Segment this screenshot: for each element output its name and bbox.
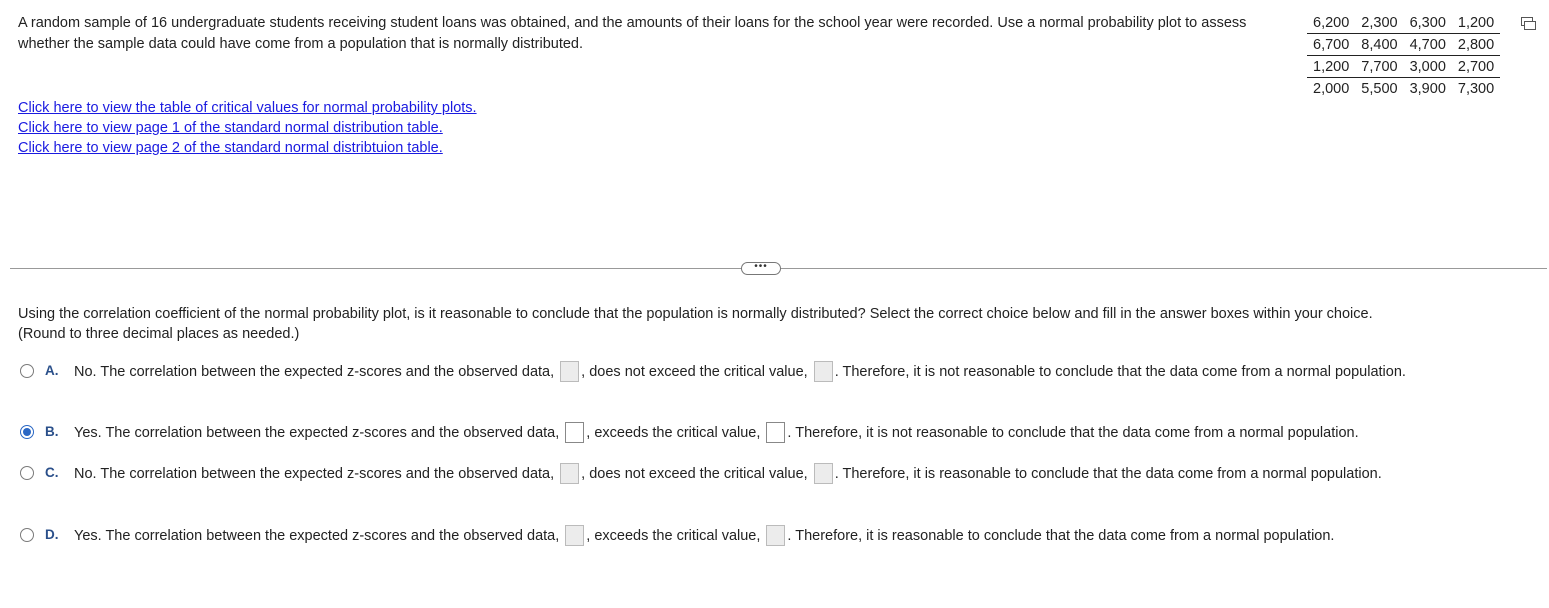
- table-cell: 2,300: [1361, 15, 1398, 31]
- choice-text: . Therefore, it is reasonable to conclude that the data come from a normal population.: [787, 528, 1335, 544]
- radio-button-d[interactable]: [20, 528, 34, 542]
- reference-links: [18, 98, 477, 158]
- question-prompt: [18, 304, 1543, 344]
- question-text: Using the correlation coefficient of the normal probability plot, is it reasonable to conclude that the population is normally distributed? Select the correct choice below and fill in the answer boxes within your choice.: [18, 306, 1373, 322]
- normal-table-page1-link[interactable]: Click here to view page 1 of the standard normal distribution table.: [18, 120, 443, 136]
- choice-letter: C.: [45, 465, 59, 480]
- choice-text: , exceeds the critical value,: [586, 425, 761, 441]
- radio-button-a[interactable]: [20, 364, 34, 378]
- table-row: [1307, 56, 1500, 78]
- critical-values-link[interactable]: Click here to view the table of critical values for normal probability plots.: [18, 100, 477, 116]
- choice-text: . Therefore, it is not reasonable to conclude that the data come from a normal population.: [834, 364, 1406, 380]
- expand-button[interactable]: •••: [741, 262, 781, 275]
- table-cell: 7,300: [1457, 81, 1495, 97]
- table-cell: 7,700: [1361, 59, 1398, 75]
- choice-c[interactable]: [20, 463, 1530, 486]
- table-cell: 3,900: [1409, 81, 1446, 97]
- choice-text: Yes. The correlation between the expected z-scores and the observed data,: [74, 425, 560, 441]
- correlation-input[interactable]: [565, 525, 584, 546]
- choice-text: Yes. The correlation between the expected z-scores and the observed data,: [74, 528, 560, 544]
- table-cell: 2,700: [1457, 59, 1495, 75]
- critical-value-input[interactable]: [814, 361, 833, 382]
- choice-d[interactable]: [20, 525, 1530, 548]
- choice-text: , does not exceed the critical value,: [581, 466, 808, 482]
- table-cell: 6,300: [1409, 15, 1446, 31]
- choice-text: , does not exceed the critical value,: [581, 364, 808, 380]
- table-cell: 2,000: [1313, 81, 1350, 97]
- table-row: [1307, 34, 1500, 56]
- correlation-input[interactable]: [565, 422, 584, 443]
- loan-data-table: [1307, 12, 1500, 99]
- radio-button-c[interactable]: [20, 466, 34, 480]
- problem-statement: A random sample of 16 undergraduate students receiving student loans was obtained, and the amounts of their loans for the school year were recorded. Use a normal probability plot to assess whether the sample data could have come from a population that is normally distributed.: [18, 15, 1247, 52]
- table-cell: 2,800: [1457, 37, 1495, 53]
- table-cell: 5,500: [1361, 81, 1398, 97]
- critical-value-input[interactable]: [766, 422, 785, 443]
- correlation-input[interactable]: [560, 463, 579, 484]
- choice-a[interactable]: [20, 361, 1530, 384]
- normal-table-page2-link[interactable]: Click here to view page 2 of the standard normal distribtuion table.: [18, 140, 443, 156]
- correlation-input[interactable]: [560, 361, 579, 382]
- copy-icon[interactable]: [1521, 17, 1536, 30]
- choice-text: , exceeds the critical value,: [586, 528, 761, 544]
- table-cell: 6,700: [1313, 37, 1350, 53]
- critical-value-input[interactable]: [766, 525, 785, 546]
- choice-text: No. The correlation between the expected z-scores and the observed data,: [74, 466, 555, 482]
- choice-letter: A.: [45, 363, 59, 378]
- rounding-note: (Round to three decimal places as needed.): [18, 326, 300, 342]
- radio-button-b[interactable]: [20, 425, 34, 439]
- table-row: [1307, 78, 1500, 100]
- critical-value-input[interactable]: [814, 463, 833, 484]
- table-cell: 6,200: [1313, 15, 1350, 31]
- table-cell: 3,000: [1409, 59, 1446, 75]
- table-cell: 1,200: [1457, 15, 1495, 31]
- choice-letter: D.: [45, 527, 59, 542]
- table-cell: 4,700: [1409, 37, 1446, 53]
- choice-b[interactable]: [20, 422, 1530, 445]
- choice-text: No. The correlation between the expected z-scores and the observed data,: [74, 364, 555, 380]
- table-row: [1307, 12, 1500, 34]
- choice-letter: B.: [45, 424, 59, 439]
- choice-text: . Therefore, it is reasonable to conclude that the data come from a normal population.: [834, 466, 1382, 482]
- table-cell: 1,200: [1313, 59, 1350, 75]
- table-cell: 8,400: [1361, 37, 1398, 53]
- choice-text: . Therefore, it is not reasonable to conclude that the data come from a normal population.: [787, 425, 1359, 441]
